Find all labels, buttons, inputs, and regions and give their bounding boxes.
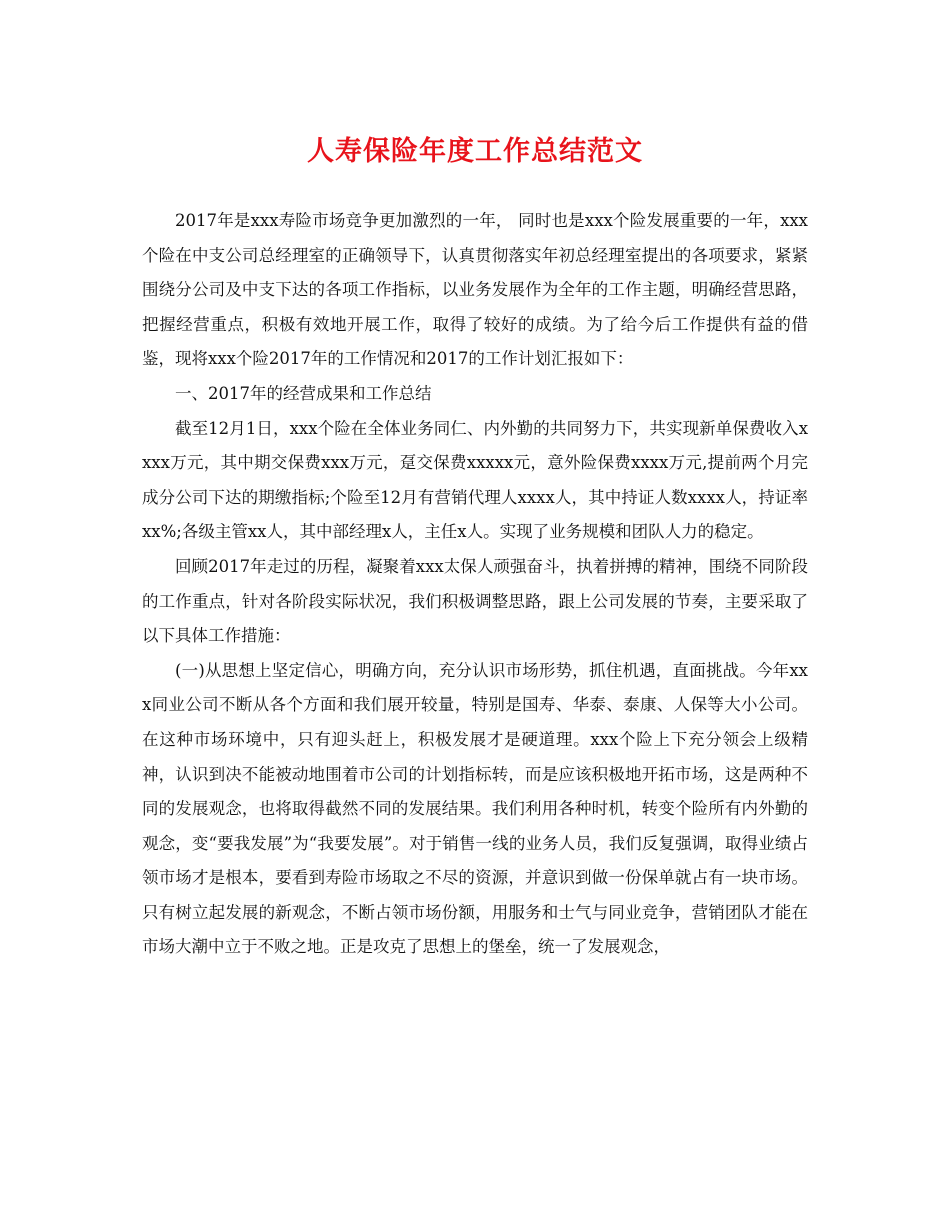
paragraph-measure-1: (一)从思想上坚定信心，明确方向，充分认识市场形势，抓住机遇，直面挑战。今年xxx同业公司不断从各个方面和我们展开较量，特别是国寿、华泰、泰康、人保等大小公司。在这种市场环境中，只有迎头赶上，积极发展才是硬道理。xxx个险上下充分领会上级精神，认识到决不能被动地围着市公司的计划指标转，而是应该积极地开拓市场，这是两种不同的发展观念，也将取得截然不同的发展结果。我们利用各种时机，转变个险所有内外勤的观念，变“要我发展”为“我要发展”。对于销售一线的业务人员，我们反复强调，取得业绩占领市场才是根本，要看到寿险市场取之不尽的资源，并意识到做一份保单就占有一块市场。只有树立起发展的新观念，不断占领市场份额，用服务和士气与同业竞争，营销团队才能在市场大潮中立于不败之地。正是攻克了思想上的堡垒，统一了发展观念，	[142, 660, 808, 957]
paragraph-intro: 2017年是xxx寿险市场竞争更加激烈的一年， 同时也是xxx个险发展重要的一年，xxx个险在中支公司总经理室的正确领导下，认真贯彻落实年初总经理室提出的各项要求，紧紧围绕分公司及中支下达的各项工作指标，以业务发展作为全年的工作主题，明确经营思路，把握经营重点，积极有效地开展工作，取得了较好的成绩。为了给今后工作提供有益的借鉴，现将xxx个险2017年的工作情况和2017的工作计划汇报如下：	[142, 211, 808, 369]
section-heading-1: 一、2017年的经营成果和工作总结	[175, 383, 432, 403]
document-body	[142, 204, 808, 965]
document-title: 人寿保险年度工作总结范文	[307, 136, 643, 167]
paragraph-results: 截至12月1日，xxx个险在全体业务同仁、内外勤的共同努力下，共实现新单保费收入xxxx万元，其中期交保费xxx万元，趸交保费xxxxx元，意外险保费xxxx万元,提前两个月完成分公司下达的期缴指标;个险至12月有营销代理人xxxx人，其中持证人数xxxx人，持证率xx%;各级主管xx人，其中部经理x人，主任x人。实现了业务规模和团队人力的稳定。	[142, 418, 808, 542]
paragraph-review: 回顾2017年走过的历程，凝聚着xxx太保人顽强奋斗，执着拼搏的精神，围绕不同阶段的工作重点，针对各阶段实际状况，我们积极调整思路，跟上公司发展的节奏，主要采取了以下具体工作措施：	[142, 556, 808, 646]
